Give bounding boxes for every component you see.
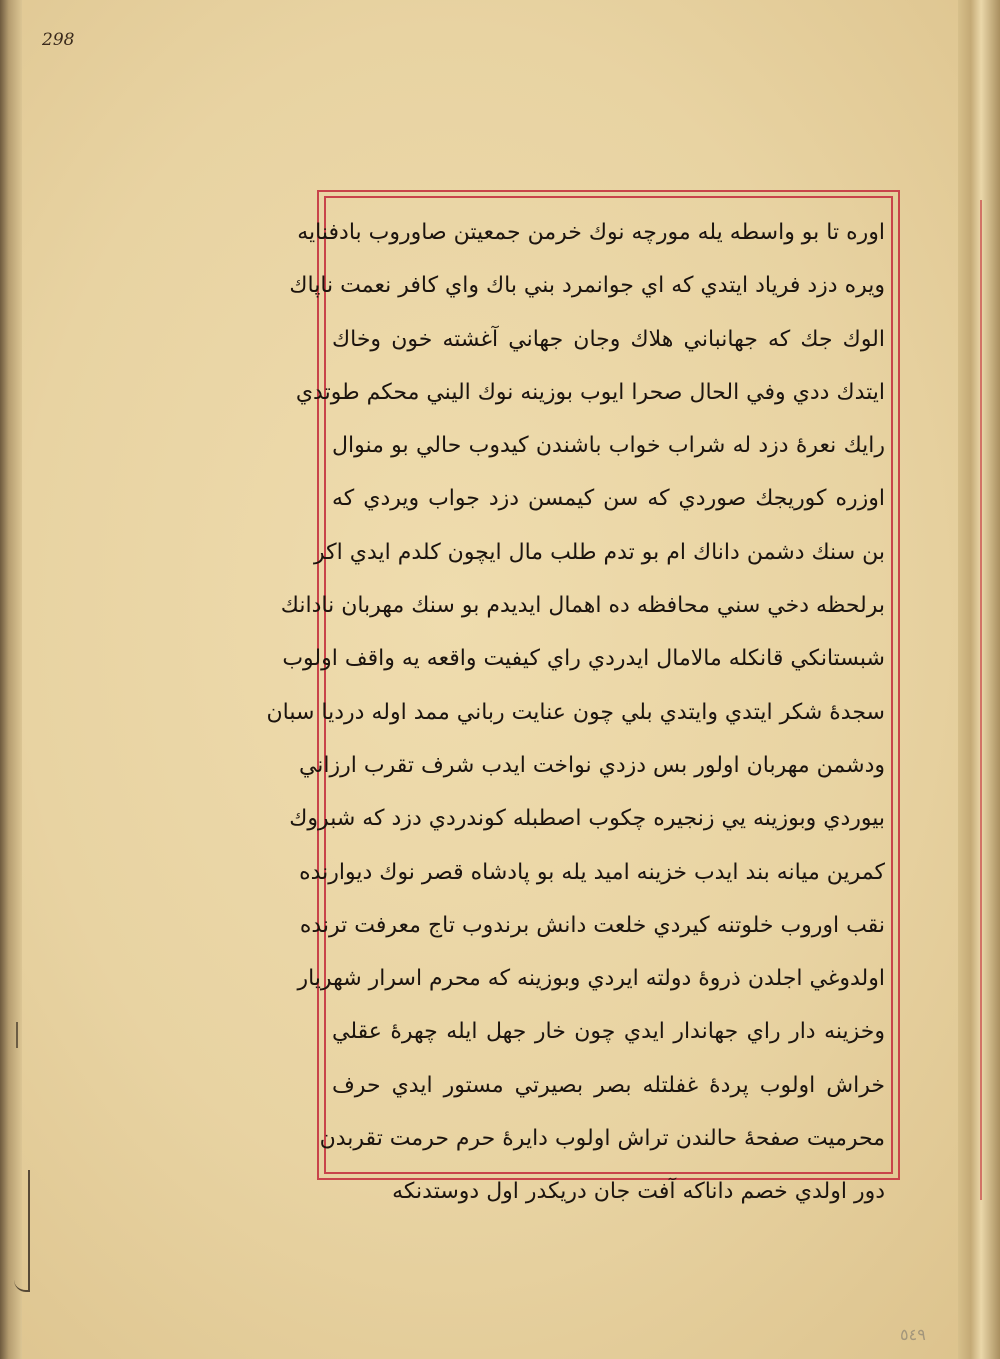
text-line: بن سنك دشمن داناك ام بو تدم طلب مال ايچون كلدم ايدي اكر — [314, 539, 885, 565]
text-line: الوك جك كه جهانباني هلاك وجان جهاني آغشته خون وخاك — [332, 326, 885, 352]
text-line: خراش اولوب پردهٔ غفلتله بصر بصيرتي مستور ايدي حرف — [332, 1072, 885, 1098]
margin-mark — [14, 1170, 30, 1292]
text-line: رايك نعرهٔ دزد له شراب خواب باشندن كيدوب حالي بو منوال — [332, 433, 885, 459]
text-line: ويره دزد فرياد ايتدي كه اي جوانمرد بني باك واي كافر نعمت ناپاك — [289, 273, 885, 299]
text-block — [266, 206, 885, 1205]
text-line: كمرين ميانه بند ايدب خزينه اميد يله بو پادشاه قصر نوك ديوارنده — [299, 859, 885, 885]
text-line: محرميت صفحهٔ حالندن تراش اولوب دايرهٔ حرم حرمت تقربدن — [319, 1126, 885, 1152]
text-line: ودشمن مهربان اولور بس دزدي نواخت ايدب شرف تقرب ارزاني — [298, 752, 885, 778]
text-line: اوزره كوريجك صوردي كه سن كيمسن دزد جواب ويردي كه — [332, 486, 885, 512]
text-line: اولدوغي اجلدن ذروهٔ دولته ايردي وبوزينه كه محرم اسرار شهريار — [297, 966, 885, 992]
text-line: دور اولدي خصم داناكه آفت جان دريكدر اول دوستدنكه — [392, 1179, 885, 1205]
margin-mark — [16, 1022, 26, 1048]
text-line: وخزينه دار راي جهاندار ايدي چون خار جهل ايله چهرهٔ عقلي — [332, 1019, 885, 1045]
text-line: سجدهٔ شكر ايتدي وايتدي بلي چون عنايت رباني ممد اوله درديا سبان — [266, 699, 885, 725]
text-line: اوره تا بو واسطه يله مورچه نوك خرمن جمعيتن صاوروب بادفنايه — [297, 220, 885, 245]
text-line: ايتدك ددي وفي الحال صحرا ايوب بوزينه نوك اليني محكم طوتدي — [295, 379, 885, 405]
text-line: بيوردي وبوزينه يي زنجيره چكوب اصطبله كوندردي دزد كه شبروك — [289, 806, 885, 832]
pencil-note: ٥٤٩ — [900, 1325, 926, 1344]
page-edge-right — [958, 0, 1000, 1359]
folio-number: 298 — [42, 30, 75, 50]
text-line: نقب اوروب خلوتنه كيردي خلعت دانش برندوب تاج معرفت ترنده — [299, 912, 885, 938]
facing-page-rule — [980, 200, 982, 1200]
text-line: برلحظه دخي سني محافظه ده اهمال ايديدم بو سنك مهربان نادانك — [280, 593, 885, 619]
book-gutter — [0, 0, 22, 1359]
text-line: شبستانكي قانكله مالامال ايدردي راي كيفيت واقعه يه واقف اولوب — [282, 646, 885, 672]
